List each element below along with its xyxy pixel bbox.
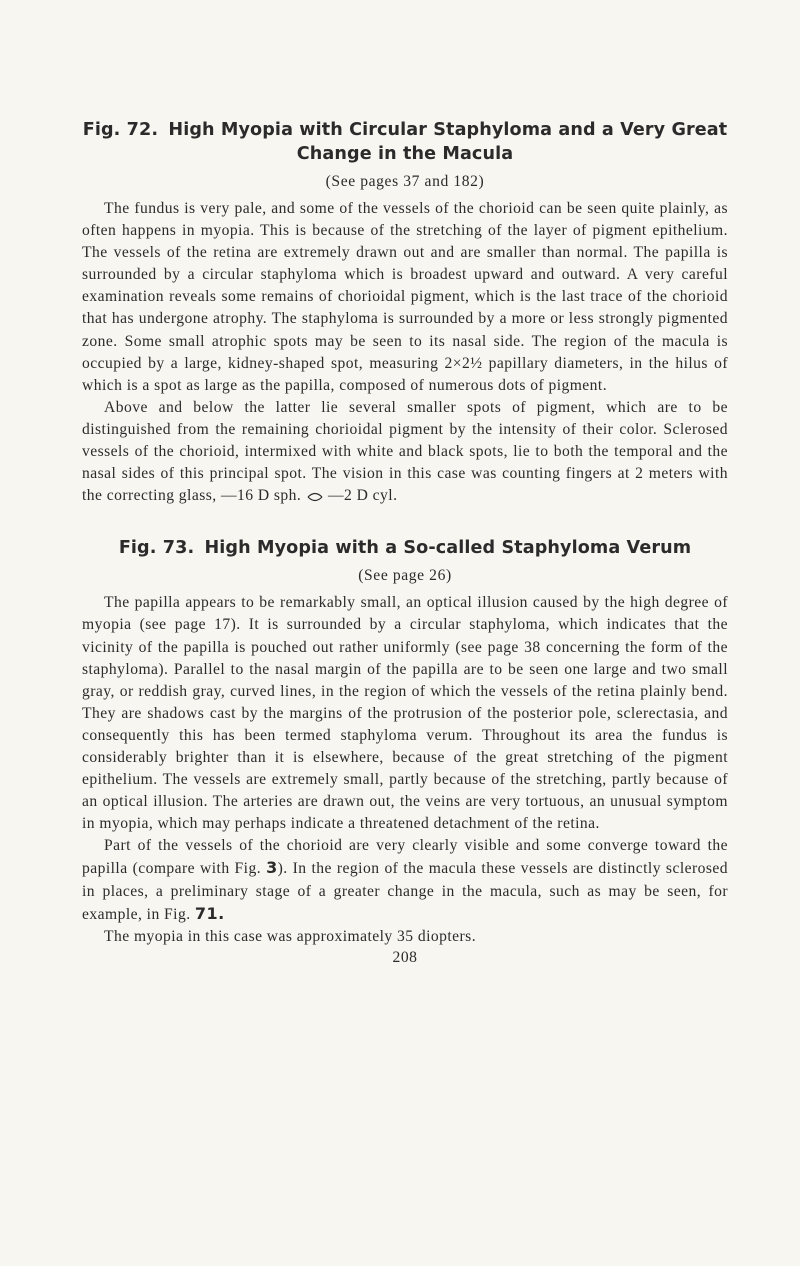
document-page [82,118,728,967]
fig-3-reference: 3 [266,858,278,878]
combined-lens-icon [306,491,324,503]
fig-73-paragraph-1: The papilla appears to be remarkably small, an optical illusion caused by the high degree of myopia (see page 17). It is surrounded by a circular staphyloma, which indicates that the vicinity of the papilla is pouched out rather uniformly (see page 38 concerning the form of the staphyloma). Parallel to the nasal margin of the papilla are to be seen one large and two small gray, or reddish gray, curved lines, in the region of which the vessels of the retina plainly bend. They are shadows cast by the margins of the protrusion of the posterior pole, sclerectasia, and consequently this has been termed staphyloma verum. Throughout its area the fundus is considerably brighter than it is elsewhere, because of the great stretching of the pigment epithelium. The vessels are extremely small, partly because of the stretching, partly because of an optical illusion. The arteries are drawn out, the veins are very tortuous, an unusual symptom in myopia, which may perhaps indicate a threatened detachment of the retina. [82,594,728,833]
fig-73-paragraph-2-text-b: ). In the region of the macula these vessels are distinctly sclerosed in places, a preliminary stage of a greater change in the macula, such as may be seen, for example, in Fig. [82,860,729,923]
fig-71-reference: 71. [194,903,225,923]
fig-72-title: High Myopia with Circular Staphyloma and a Very Great Change in the Macula [168,120,728,164]
page-number: 208 [392,948,418,966]
fig-72-paragraph-1: The fundus is very pale, and some of the vessels of the chorioid can be seen quite plainly, as often happens in myopia. This is because of the stretching of the layer of pigment epithelium. The vessels of the retina are extremely drawn out and are smaller than normal. The papilla is surrounded by a circular staphyloma which is broadest upward and outward. A very careful examination reveals some remains of chorioidal pigment, which is the last trace of the chorioid that has undergone atrophy. The staphyloma is surrounded by a more or less strongly pigmented zone. Some small atrophic spots may be seen to its nasal side. The region of the macula is occupied by a large, kidney-shaped spot, measuring 2×2½ papillary diameters, in the hilus of which is a spot as large as the papilla, composed of numerous dots of pigment. [82,200,728,394]
fig-73-paragraph-3: The myopia in this case was approximately 35 diopters. [104,927,477,945]
fig-73-paragraph-2 [82,835,728,925]
fig-72-heading [82,118,728,166]
fig-73-number: Fig. 73. [118,538,195,559]
fig-72-paragraph-2-text: Above and below the latter lie several smaller spots of pigment, which are to be distinguished from the remaining chorioidal pigment by the intensity of their color. Sclerosed vessels of the chorioid, intermixed with white and black spots, lie to both the temporal and the nasal sides of this principal spot. The vision in this case was counting fingers at 2 meters with the correcting glass, [82,398,728,505]
cylinder-correction: —2 D cyl. [327,487,398,505]
fig-72-paragraph-2 [82,397,728,507]
fig-73-section [82,536,728,948]
fig-73-see-pages: (See page 26) [358,567,452,585]
fig-73-heading [82,536,728,560]
fig-72-see-pages: (See pages 37 and 182) [325,173,485,190]
fig-73-paragraph-2-text-a: Part of the vessels of the chorioid are very clearly visible and some converge toward the papilla (compare with Fig. [82,837,728,878]
fig-72-number: Fig. 72. [82,120,159,140]
sphere-correction: —16 D sph. [220,487,302,505]
fig-73-title: High Myopia with a So-called Staphyloma Verum [204,538,692,559]
